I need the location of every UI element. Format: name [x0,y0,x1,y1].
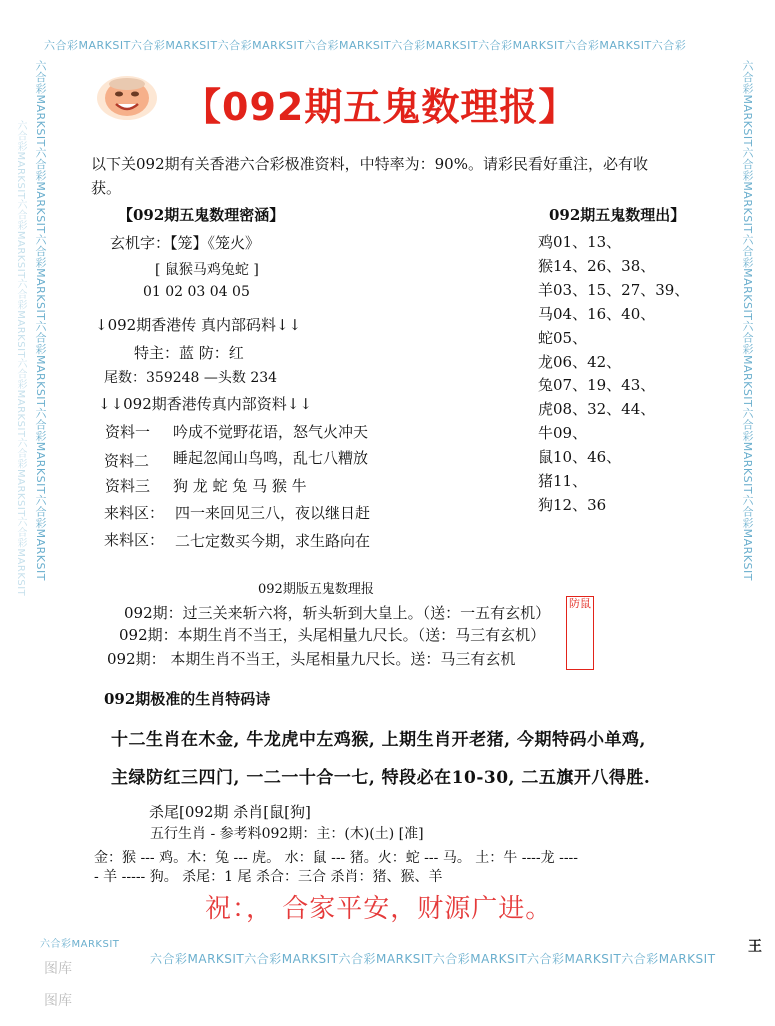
element-line-1: 金：猴 --- 鸡。木：兔 --- 虎。 水：鼠 --- 猪。火：蛇 --- 马。 土：牛 ----龙 ---- [94,850,579,866]
intro-line-2: 获。 [91,179,122,197]
element-line-2: - 羊 ----- 狗。 杀尾：1 尾 杀合：三合 杀肖：猪、猴、羊 [94,869,443,885]
poem-line-1: 十二生肖在木金, 牛龙虎中左鸡猴, 上期生肖开老猪, 今期特码小单鸡, [111,730,646,750]
item-label-3: 资料三 [105,477,151,495]
zodiac-row: 狗12、36 [538,495,607,514]
poem-title: 092期极准的生肖特码诗 [104,690,271,708]
item-text-5: 二七定数买今期，求生路向在 [175,532,371,550]
hk-data-title: ↓↓092期香港传真内部资料↓↓ [98,395,312,413]
mid-line-3: 092期： 本期生肖不当王，头尾相量九尺长。送：马三有玄机 [107,650,516,668]
zodiac-row: 虎08、32、44、 [538,400,656,419]
poem-line-2: 主绿防红三四门, 一二一十合一七, 特段必在10-30, 二五旗开八得胜. [111,768,651,788]
left-section-title: 【092期五鬼数理密涵】 [118,206,285,224]
zodiac-bracket: [ 鼠猴马鸡兔蛇 ] [155,262,259,278]
zodiac-number-list [538,231,689,518]
zodiac-row: 鸡01、13、 [538,233,622,251]
item-label-2: 资料二 [104,452,150,470]
watermark-bottom: 六合彩MARKSIT六合彩MARKSIT六合彩MARKSIT六合彩MARKSIT六合彩MARKSIT六合彩MARKSIT [150,952,716,966]
right-section-title: 092期五鬼数理出】 [549,206,686,224]
item-label-4: 来料区： [104,504,165,522]
red-stamp: 防鼠 [566,596,594,670]
hk-code-title: ↓092期香港传 真内部码料↓↓ [95,316,302,334]
mid-line-2: 092期：本期生肖不当王，头尾相量九尺长。（送：马三有玄机） [119,626,546,644]
faint-label-1: 图库 [44,961,72,977]
numbers-line: 01 02 03 04 05 [143,284,250,300]
face-image [92,72,162,122]
wuxing-line: 五行生肖 - 参考料092期：主：(木)(土) [准] [150,826,424,842]
zodiac-row: 龙06、42、 [538,352,622,371]
page-title: 【092期五鬼数理报】 [183,85,578,129]
zodiac-row: 猪11、 [538,472,588,491]
zodiac-row: 马04、16、40、 [538,304,656,323]
item-text-2: 睡起忽闻山鸟鸣，乱七八糟放 [173,449,369,467]
xuanji-line: 玄机字：【笼】《笼火》 [110,234,261,252]
zodiac-row: 羊03、15、27、39、 [538,280,690,299]
watermark-left: 六合彩MARKSIT六合彩MARKSIT六合彩MARKSIT六合彩MARKSIT六合彩MARKSIT六合彩MARKSIT [34,60,47,581]
item-text-1: 吟成不觉野花语，怒气火冲天 [173,423,369,441]
tail-line: 尾数：359248 —头数 234 [104,370,278,386]
faint-label-2: 图库 [44,993,72,1009]
item-label-5: 来料区： [104,531,165,549]
special-line: 特主：蓝 防：红 [134,344,244,362]
kill-line: 杀尾[092期 杀肖[鼠[狗] [149,803,311,821]
blessing: 祝：， 合家平安，财源广进。 [205,894,553,924]
mid-line-1: 092期：过三关来斩六将，斩头斩到大皇上。（送：一五有玄机） [124,604,551,622]
item-label-1: 资料一 [105,423,151,441]
intro-line-1: 以下关092期有关香港六合彩极准资料，中特率为：90%。请彩民看好重注，必有收 [91,155,648,173]
watermark-top: 六合彩MARKSIT六合彩MARKSIT六合彩MARKSIT六合彩MARKSIT六合彩MARKSIT六合彩MARKSIT六合彩MARKSIT六合彩 [44,39,687,52]
watermark-right: 六合彩MARKSIT六合彩MARKSIT六合彩MARKSIT六合彩MARKSIT六合彩MARKSIT六合彩MARKSIT [741,60,754,581]
zodiac-row: 蛇05、 [538,328,588,347]
zodiac-row: 猴14、26、38、 [538,256,656,275]
corner-char: 王 [748,939,762,955]
zodiac-row: 鼠10、46、 [538,448,622,467]
watermark-corner: 六合彩MARKSIT [40,939,120,950]
zodiac-row: 牛09、 [538,424,588,443]
item-text-3: 狗 龙 蛇 兔 马 猴 牛 [173,477,307,495]
mid-subtitle: 092期版五鬼数理报 [258,582,374,597]
item-text-4: 四一来回见三八，夜以继日赶 [175,504,371,522]
zodiac-row: 兔07、19、43、 [538,376,656,395]
watermark-left-faint: 六合彩MARKSIT六合彩MARKSIT六合彩MARKSIT六合彩MARKSIT六合彩MARKSIT六合彩MARKSIT [15,120,26,597]
